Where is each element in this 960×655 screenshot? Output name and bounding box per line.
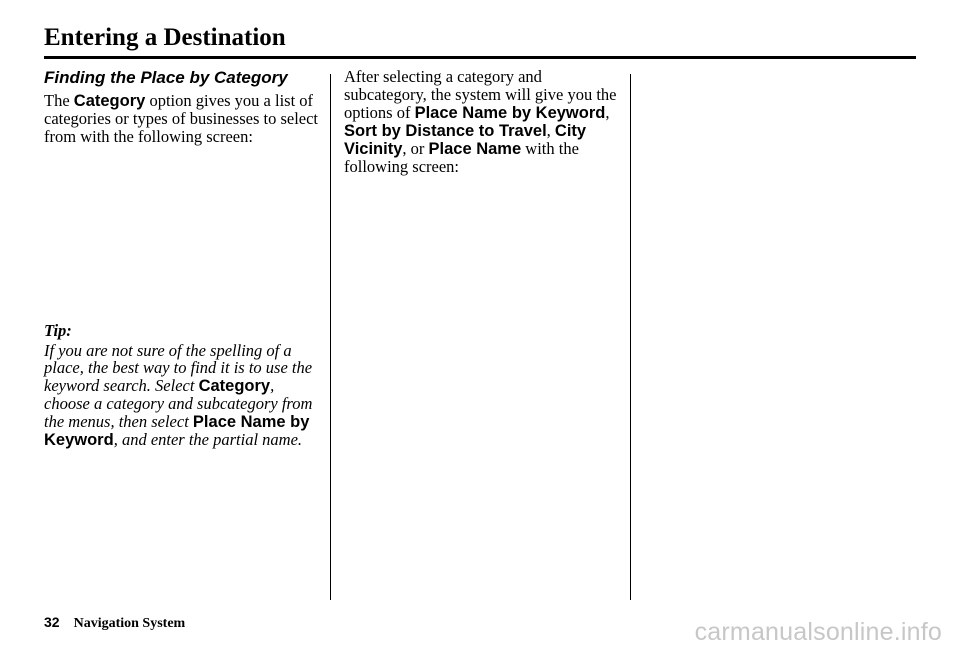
watermark: carmanualsonline.info bbox=[694, 618, 942, 646]
text-run: , bbox=[605, 103, 610, 122]
category-term: Category bbox=[73, 92, 146, 110]
text-run: After selecting a category and subcategory, the system will give you the options of bbox=[344, 67, 617, 122]
section-heading: Finding the Place by Category bbox=[44, 68, 288, 87]
text-run: The bbox=[44, 91, 74, 110]
place-name-term: Place Name bbox=[428, 140, 522, 158]
place-name-by-keyword-term: Place Name by Keyword bbox=[414, 104, 606, 122]
text-run: option gives you a list of categories or types of businesses to select from with the following screen: bbox=[44, 91, 319, 146]
text-run: , and enter the partial name. bbox=[113, 430, 303, 449]
text-run: , or bbox=[402, 139, 429, 158]
sort-by-distance-term: Sort by Distance to Travel bbox=[344, 122, 547, 140]
tip-block bbox=[44, 322, 324, 450]
city-vicinity-term: City Vicinity bbox=[344, 122, 587, 158]
tip-label: Tip: bbox=[44, 321, 72, 340]
text-run: , bbox=[546, 121, 555, 140]
category-term: Category bbox=[198, 376, 271, 395]
footer-section: Navigation System bbox=[73, 616, 186, 631]
page-title: Entering a Destination bbox=[44, 24, 286, 51]
text-run: , choose a category and subcategory from the menus, then select bbox=[44, 375, 313, 431]
page-number: 32 bbox=[44, 614, 60, 630]
options-paragraph bbox=[344, 68, 619, 176]
column-left bbox=[44, 68, 324, 146]
column-middle bbox=[344, 68, 619, 176]
column-divider bbox=[330, 74, 331, 600]
page-footer bbox=[44, 614, 185, 632]
column-divider bbox=[630, 74, 631, 600]
title-rule bbox=[44, 56, 916, 59]
place-name-by-keyword-term: Place Name by Keyword bbox=[44, 412, 310, 449]
category-intro-paragraph bbox=[44, 92, 324, 146]
text-run: with the following screen: bbox=[344, 139, 579, 176]
text-run: If you are not sure of the spelling of a place, the best way to find it is to use the keyword search. Select bbox=[44, 340, 313, 395]
tip-paragraph bbox=[44, 342, 324, 450]
